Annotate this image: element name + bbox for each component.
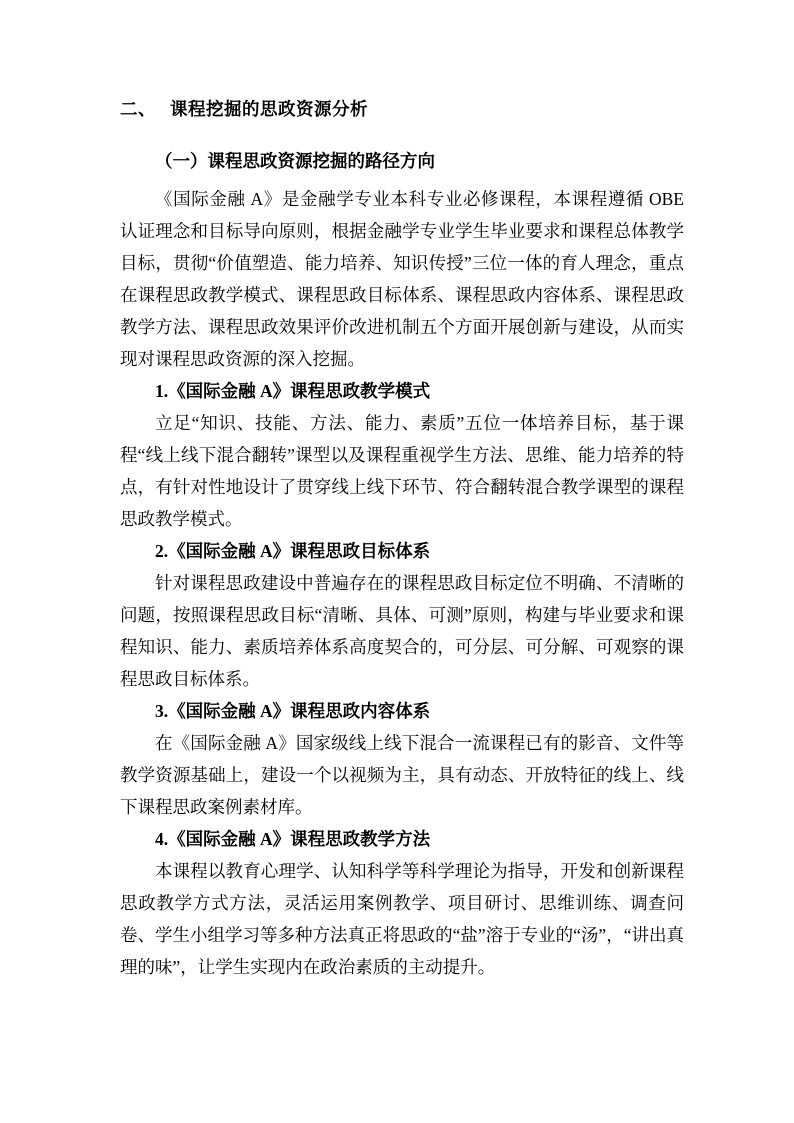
item-4-title: 4.《国际金融 A》课程思政教学方法 — [155, 829, 431, 850]
document-body — [120, 95, 684, 983]
section-number: 二、 — [120, 99, 156, 119]
item-1-title: 1.《国际金融 A》课程思政教学模式 — [155, 381, 431, 402]
section-heading — [120, 95, 684, 123]
subsection-heading: （一）课程思政资源挖掘的路径方向 — [155, 151, 435, 171]
item-3-title: 3.《国际金融 A》课程思政内容体系 — [155, 701, 431, 722]
item-3-body: 在《国际金融 A》国家级线上线下混合一流课程已有的影音、文件等教学资源基础上，建设一个以视频为主，具有动态、开放特征的线上、线下课程思政案例素材库。 — [120, 733, 684, 818]
intro-paragraph: 《国际金融 A》是金融学专业本科专业必修课程，本课程遵循 OBE 认证理念和目标导向原则，根据金融学专业学生毕业要求和课程总体教学目标，贯彻“价值塑造、能力培养、知识传授”三位一体的育人理念，重点在课程思政教学模式、课程思政目标体系、课程思政内容体系、课程思政教学方法、课程思政效果评价改进机制五个方面开展创新与建设，从而实现对课程思政资源的深入挖掘。 — [120, 189, 684, 370]
item-2-title: 2.《国际金融 A》课程思政目标体系 — [155, 541, 431, 562]
item-1-body: 立足“知识、技能、方法、能力、素质”五位一体培养目标，基于课程“线上线下混合翻转”课型以及课程重视学生方法、思维、能力培养的特点，有针对性地设计了贯穿线上线下环节、符合翻转混合教学课型的课程思政教学模式。 — [120, 413, 684, 530]
section-title-text: 课程挖掘的思政资源分析 — [170, 99, 368, 119]
item-4-body: 本课程以教育心理学、认知科学等科学理论为指导，开发和创新课程思政教学方式方法，灵活运用案例教学、项目研讨、思维训练、调查问卷、学生小组学习等多种方法真正将思政的“盐”溶于专业的“汤”，“讲出真理的味”，让学生实现内在政治素质的主动提升。 — [120, 861, 684, 978]
item-2-body: 针对课程思政建设中普遍存在的课程思政目标定位不明确、不清晰的问题，按照课程思政目标“清晰、具体、可测”原则，构建与毕业要求和课程知识、能力、素质培养体系高度契合的，可分层、可分解、可观察的课程思政目标体系。 — [120, 573, 684, 690]
